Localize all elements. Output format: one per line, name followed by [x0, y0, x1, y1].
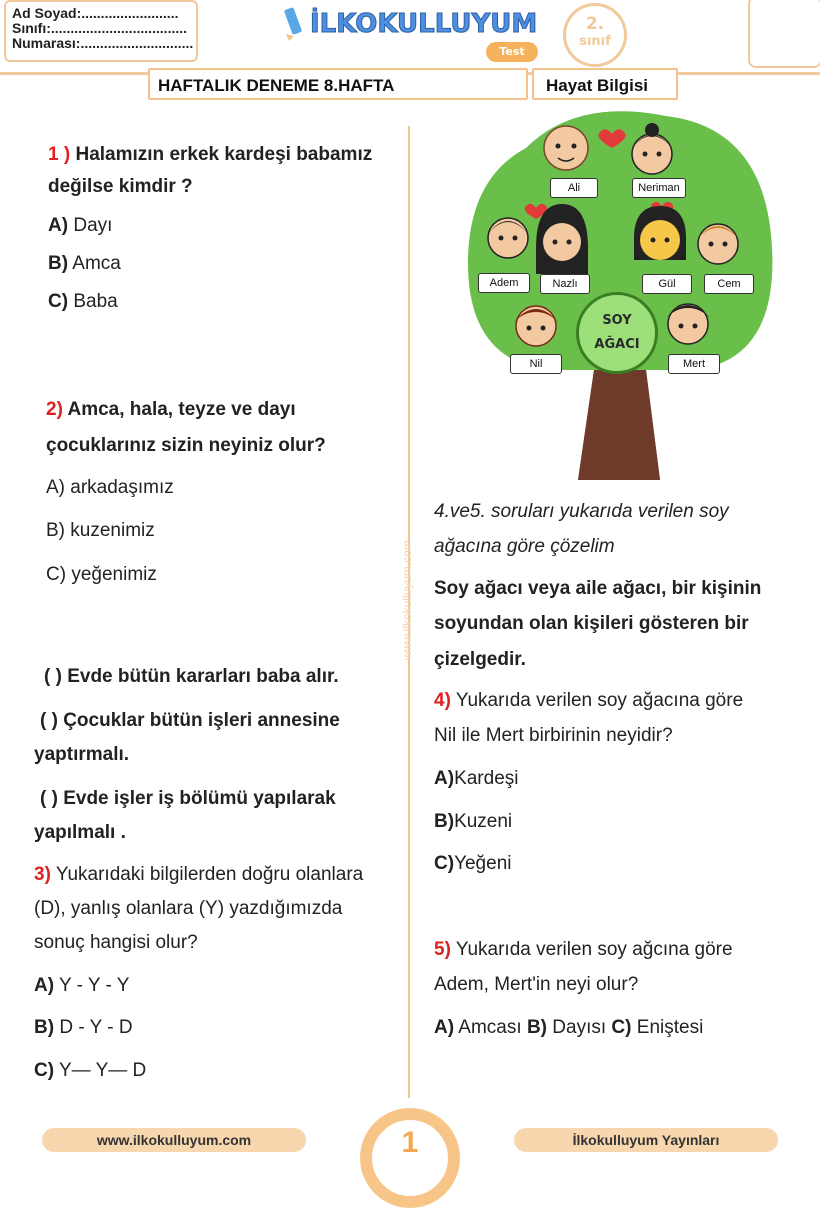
q2-line1: 2) Amca, hala, teyze ve dayı: [46, 399, 296, 420]
q3-line2: (D), yanlış olanlara (Y) yazdığımızda: [34, 898, 343, 919]
statement-3: ( ) Evde işler iş bölümü yapılarak: [40, 788, 336, 809]
q4-line2: Nil ile Mert birbirinin neyidir?: [434, 725, 673, 746]
q1-option-b[interactable]: B) Amca: [48, 253, 121, 274]
face-nazli-icon: [536, 204, 588, 274]
tree-name-adem: Adem: [478, 273, 530, 293]
definition-line2: soyundan olan kişileri gösteren bir: [434, 613, 749, 634]
number-label: Numarası:.............................: [12, 35, 194, 51]
q5-option-a[interactable]: A) Amcası: [434, 1017, 522, 1038]
q5-option-c[interactable]: C) Eniştesi: [611, 1017, 704, 1038]
statement-3-cont: yapılmalı .: [34, 822, 126, 843]
grade-word: sınıf: [579, 34, 611, 49]
watermark: www.ilkokulluyum.com: [400, 539, 414, 660]
statement-2-cont: yaptırmalı.: [34, 744, 130, 765]
q3-option-c[interactable]: C) Y— Y— D: [34, 1060, 147, 1081]
tree-name-ali: Ali: [550, 178, 598, 198]
face-gul-icon: [634, 206, 686, 260]
q5-option-b[interactable]: B) Dayısı: [526, 1017, 607, 1038]
face-ali-icon: [544, 126, 588, 170]
statement-1: ( ) Evde bütün kararları baba alır.: [44, 666, 339, 687]
q5-line2: Adem, Mert'in neyi olur?: [434, 974, 639, 995]
q4-option-a[interactable]: A)Kardeşi: [434, 768, 519, 789]
statement-2: ( ) Çocuklar bütün işleri annesine: [40, 710, 340, 731]
footer-website[interactable]: www.ilkokulluyum.com: [42, 1128, 306, 1152]
q4-option-c[interactable]: C)Yeğeni: [434, 853, 512, 874]
exam-title: HAFTALIK DENEME 8.HAFTA: [148, 68, 528, 100]
site-logo: [282, 2, 540, 42]
q2-option-c[interactable]: C) yeğenimiz: [46, 564, 157, 585]
intro-line1: 4.ve5. soruları yukarıda verilen soy: [434, 501, 729, 522]
face-cem-icon: [698, 224, 738, 264]
q2-number: 2): [46, 399, 63, 420]
tree-name-nazli: Nazlı: [540, 274, 590, 294]
q1-option-a[interactable]: A) Dayı: [48, 215, 113, 236]
definition-line3: çizelgedir.: [434, 649, 526, 670]
q1-line1: 1 ) Halamızın erkek kardeşi babamız: [48, 144, 373, 165]
tree-name-cem: Cem: [704, 274, 754, 294]
q2-option-b[interactable]: B) kuzenimiz: [46, 520, 155, 541]
test-badge: Test: [486, 42, 538, 62]
q4-number: 4): [434, 690, 451, 711]
footer-publisher: İlkokulluyum Yayınları: [514, 1128, 778, 1152]
tree-name-neriman: Neriman: [632, 178, 686, 198]
grade-badge: [563, 3, 627, 67]
tree-center-label: SOY AĞACI: [576, 292, 658, 374]
q5-number: 5): [434, 939, 451, 960]
q2-option-a[interactable]: A) arkadaşımız: [46, 477, 174, 498]
student-info-box: [4, 0, 198, 62]
intro-line2: ağacına göre çözelim: [434, 536, 615, 557]
q3-option-b[interactable]: B) D - Y - D: [34, 1017, 133, 1038]
definition-line1: Soy ağacı veya aile ağacı, bir kişinin: [434, 578, 762, 599]
class-label: Sınıfı:...................................: [12, 20, 188, 36]
family-tree: [466, 108, 778, 482]
q1-option-c[interactable]: C) Baba: [48, 291, 118, 312]
pencil-icon: [284, 7, 302, 41]
tree-name-mert: Mert: [668, 354, 720, 374]
q3-option-a[interactable]: A) Y - Y - Y: [34, 975, 130, 996]
q5-options: [434, 1016, 703, 1040]
q3-number: 3): [34, 864, 51, 885]
q3-line3: sonuç hangisi olur?: [34, 932, 198, 953]
face-adem-icon: [488, 218, 528, 258]
q2-line2: çocuklarınız sizin neyiniz olur?: [46, 435, 326, 456]
q4-line1: 4) Yukarıda verilen soy ağacına göre: [434, 690, 744, 711]
tree-name-gul: Gül: [642, 274, 692, 294]
svg-text:İLKOKULLUYUM: İLKOKULLUYUM: [310, 9, 538, 39]
q1-number: 1 ): [48, 144, 71, 165]
q4-option-b[interactable]: B)Kuzeni: [434, 811, 513, 832]
q5-line1: 5) Yukarıda verilen soy ağcına göre: [434, 939, 733, 960]
name-label: Ad Soyad:.........................: [12, 5, 179, 21]
score-box: [748, 0, 820, 68]
page-number: 1: [401, 1126, 419, 1159]
subject-title: Hayat Bilgisi: [532, 68, 678, 100]
grade-number: 2.: [585, 14, 605, 34]
q3-line1: 3) Yukarıdaki bilgilerden doğru olanlara: [34, 864, 364, 885]
q1-line2: değilse kimdir ?: [48, 176, 193, 197]
tree-name-nil: Nil: [510, 354, 562, 374]
